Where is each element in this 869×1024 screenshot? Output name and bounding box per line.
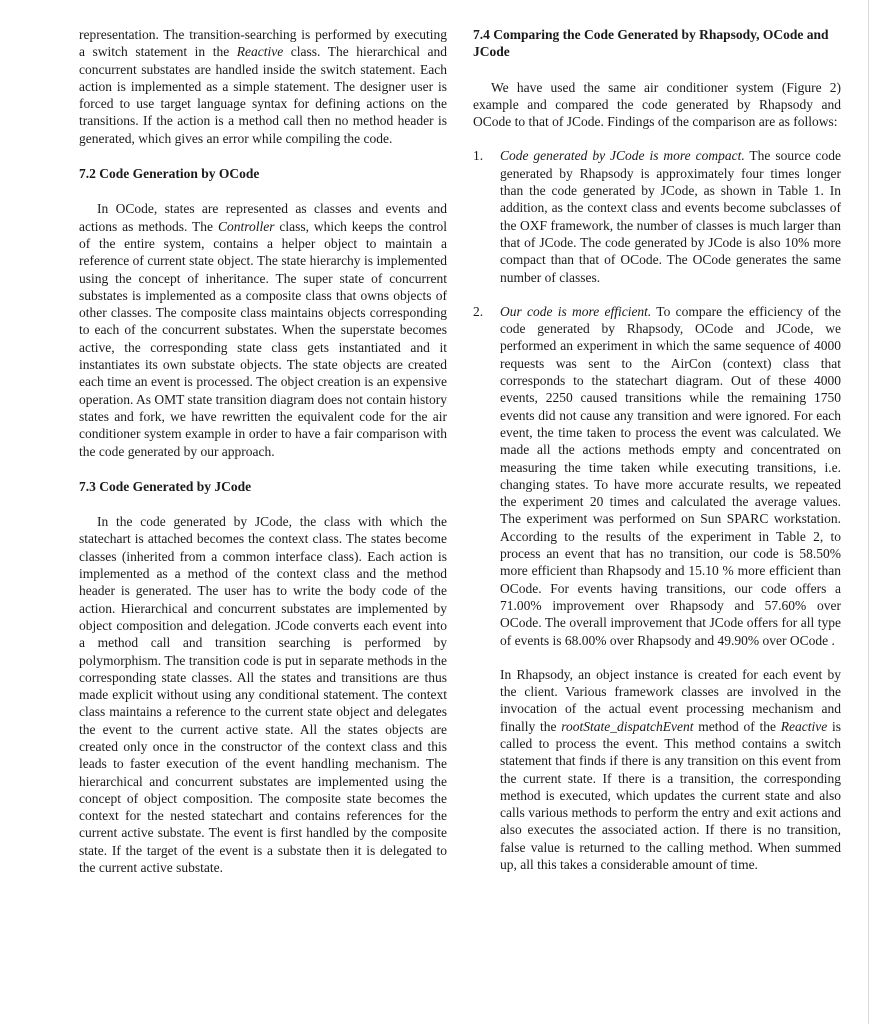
paragraph-ocode: In OCode, states are represented as classes and events and actions as methods. The Controller class, which keeps the control of the entire system, contains a helper object to maintain a reference of current state object. The state hierarchy is implemented using the concept of inheritance. The super state of concurrent substates is implemented as a composite class that owns objects of other classes. The composite class maintains objects corresponding to each of the concurrent substates. When the superstate becomes active, the corresponding state class gets instantiated and it instantiates its own substate objects. The state objects are created each time an event is processed. The object creation is an expensive operation. As OMT state transition diagram does not contain history states and fork, we have rewritten the equivalent code for the air conditioner system example in order to have a fair comparison with the code generated by our approach. bbox=[79, 201, 448, 459]
list-number: 1. bbox=[473, 148, 484, 164]
class-name-reactive: Reactive bbox=[236, 44, 284, 60]
list-number: 2. bbox=[473, 303, 484, 319]
method-name: rootState_dispatchEvent bbox=[561, 718, 694, 734]
findings-list bbox=[473, 147, 841, 648]
paragraph-comparison-intro: We have used the same air conditioner system (Figure 2) example and compared the code generated by Rhapsody and OCode to that of JCode. Findings of the comparison are as follows: bbox=[473, 79, 841, 130]
finding-lead: Our code is more efficient. bbox=[500, 303, 652, 319]
paragraph-jcode: In the code generated by JCode, the class with which the statechart is attached becomes the context class. The states become classes (inherited from a common interface class). Each action is implemented as a method of the context class and the method header is generated. The user has to write the body code of the action. Hierarchical and concurrent substates are implemented by object composition and delegation. JCode converts each event into a method call and transition searching is performed by polymorphism. The transition code is put in separate methods in the corresponding state classes. All the states and transitions are thus made explicit without using any conditional statement. The context class maintains a reference to the current state object and delegates the event to the current active state. All the states objects are created only once in the constructor of the context class and this leads to faster execution of the event handling mechanism. The hierarchical and concurrent substates are implemented using the concept of object composition. The composite state becomes the context for the nested statechart and contains references for the current active substate. The event is first handled by the composite state. If the target of the event is a substate then it is delegated to the current active substate. bbox=[79, 514, 447, 876]
section-heading-7-3: 7.3 Code Generated by JCode bbox=[79, 478, 252, 494]
class-name-controller: Controller bbox=[217, 218, 275, 234]
right-column bbox=[473, 26, 841, 873]
paragraph-continued: representation. The transition-searching is performed by executing a switch statement in the Reactive class. The hierarchical and concurrent substates are handled inside the switch statement. Each action is implemented as a simple statement. The designer user is forced to use target language syntax for defining actions on the transitions. If the action is a method call then no method header is generated, which gives an error while compiling the code. bbox=[79, 27, 447, 146]
list-item: 2. Our code is more efficient. To compare the efficiency of the code generated by Rhapsody, OCode and JCode, we performed an experiment in which the same sequence of 4000 requests was sent to the AirCon (context) class that corresponds to the statechart diagram. Out of these 4000 events, 2250 caused transitions while the remaining 1750 events did not cause any transition and were ignored. For each event, the time taken to process the event was calculated. We made all the actions methods empty and concentrated on measuring the time taken while executing transitions, i.e. changing states. To have more accurate results, we repeated the experiment 20 times and calculated the average values. The experiment was performed on Sun SPARC workstation. According to the results of the experiment in Table 2, to process an event that has no transition, our code is 58.50% more efficient than Rhapsody and 15.10 % more efficient than OCode. For events having transitions, our code offers a 71.00% improvement over Rhapsody and 57.60% over OCode. The overall improvement that JCode offers for all type of events is 68.00% over Rhapsody and 49.90% over OCode . bbox=[473, 303, 841, 648]
section-heading-7-2: 7.2 Code Generation by OCode bbox=[79, 166, 260, 182]
finding-lead: Code generated by JCode is more compact. bbox=[500, 148, 745, 164]
class-name-reactive: Reactive bbox=[780, 718, 828, 734]
paragraph-rhapsody: In Rhapsody, an object instance is created for each event by the client. Various framework classes are involved in the invocation of the actual event processing mechanism and finally the rootState_dispatchEvent method of the Reactive is called to process the event. This method contains a switch statement that finds if there is any transition on this event from the current state. If there is a transition, the corresponding method is executed, which updates the current state and also calls various methods to perform the entry and exit actions and also executes the associated action. If there is no transition, false value is returned to the calling method. When summed up, all this takes a considerable amount of time. bbox=[500, 666, 842, 873]
section-heading-7-4: 7.4 Comparing the Code Generated by Rhapsody, OCode and JCode bbox=[473, 27, 829, 60]
list-item: 1. Code generated by JCode is more compact. The source code generated by Rhapsody is approximately four times longer than the code generated by JCode, as shown in Table 1. In addition, as the context class and events become subclasses of the OXF framework, the number of classes is much larger than that of JCode. The code generated by JCode is also 10% more compact than that of OCode. The OCode generates the same number of classes. bbox=[473, 148, 841, 285]
left-column bbox=[79, 26, 447, 876]
